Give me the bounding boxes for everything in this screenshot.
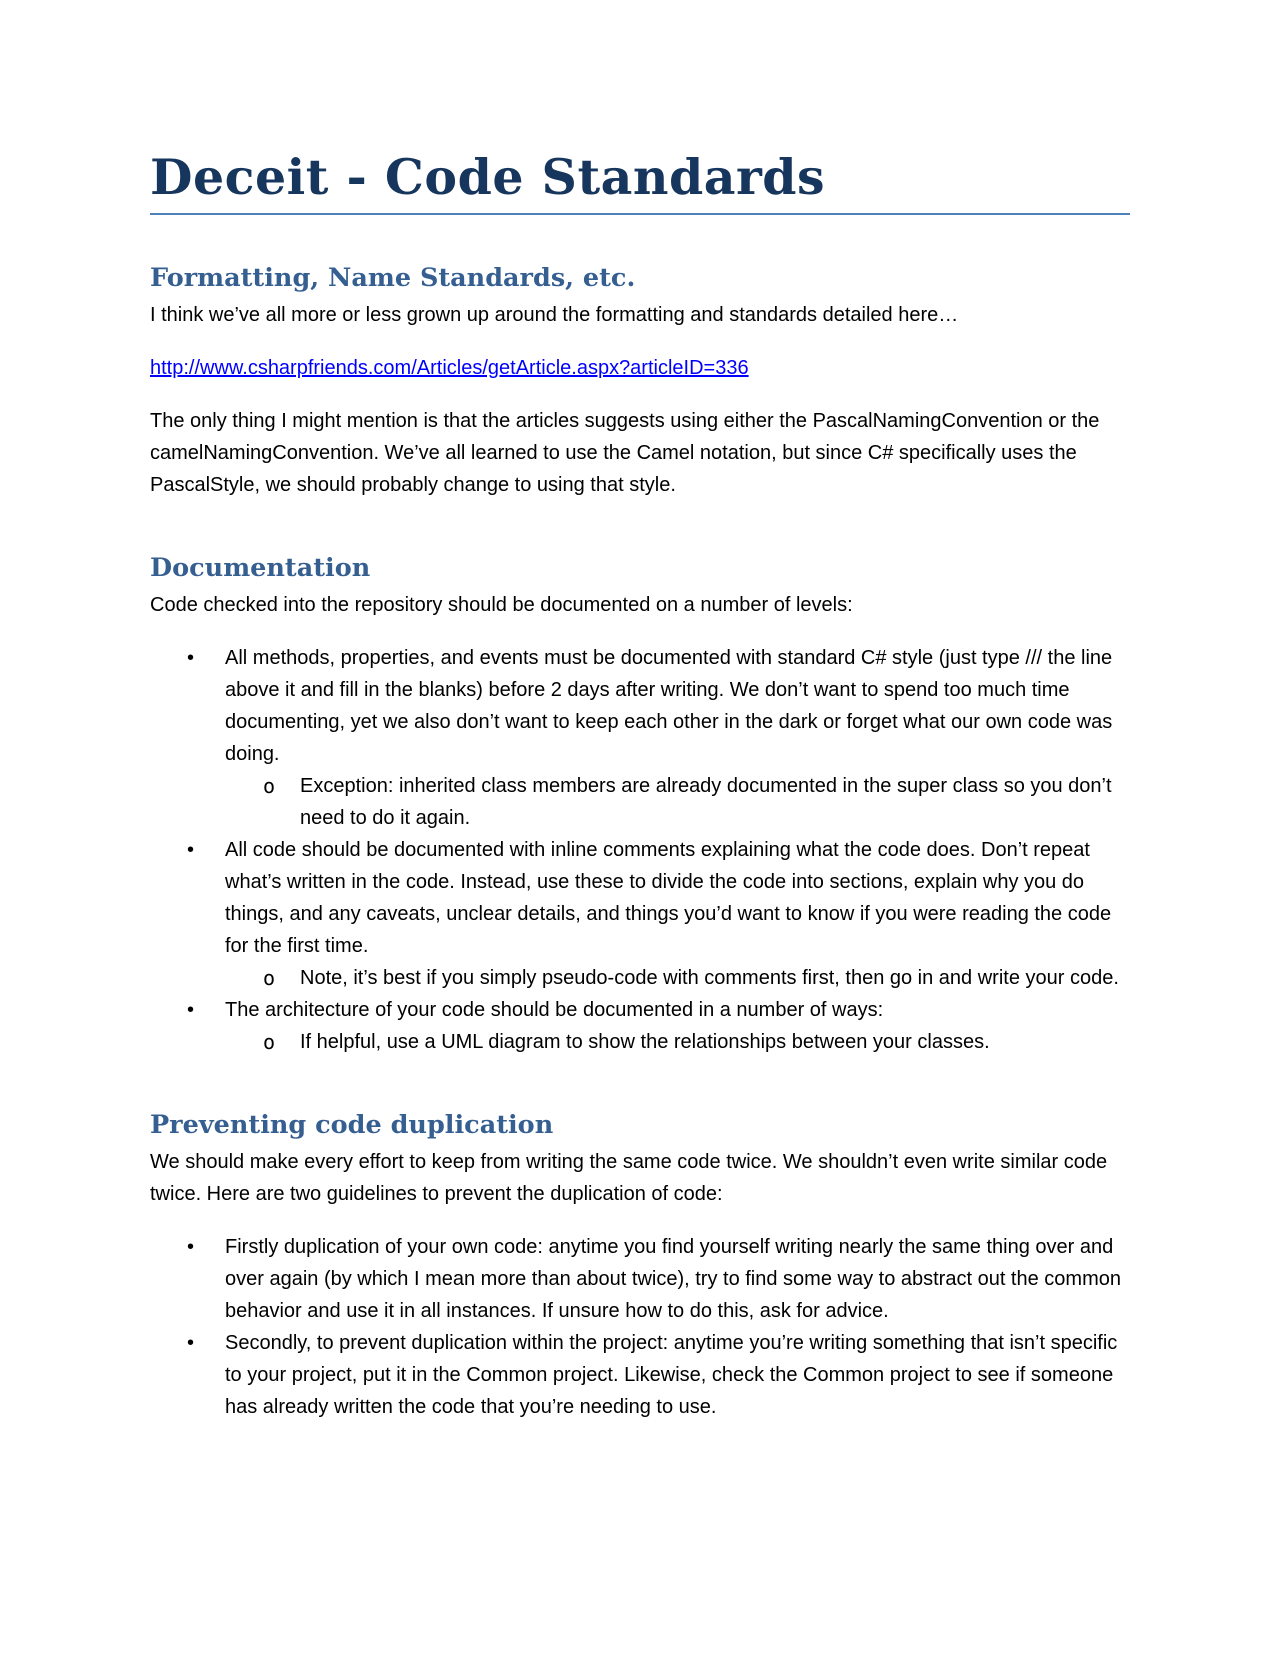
- list-item: [187, 1231, 1130, 1327]
- paragraph: We should make every effort to keep from writing the same code twice. We shouldn’t even write similar code twice. Here are two guidelines to prevent the duplication of code:: [150, 1150, 1108, 1205]
- sub-list-item: [263, 962, 1130, 994]
- document-page: [150, 150, 1130, 1423]
- paragraph: I think we’ve all more or less grown up around the formatting and standards detailed here…: [150, 303, 959, 326]
- sub-list-item: [263, 1026, 1130, 1058]
- sub-list: [225, 962, 1130, 994]
- section-heading: Formatting, Name Standards, etc.: [150, 262, 636, 293]
- paragraph: Code checked into the repository should be documented on a number of levels:: [150, 593, 853, 616]
- bullet-icon: •: [187, 838, 195, 861]
- list-item-text: Firstly duplication of your own code: anytime you find yourself writing nearly the same thing over and over again (by which I mean more than about twice), try to find some way to abstract out the common behavior and use it in all instances. If unsure how to do this, ask for advice.: [225, 1235, 1121, 1322]
- bullet-list: [150, 642, 1130, 1058]
- bullet-icon: •: [187, 1331, 195, 1354]
- paragraph: The only thing I might mention is that the articles suggests using either the PascalNamingConvention or the camelNamingConvention. We’ve all learned to use the Camel notation, but since C# specifically uses the PascalStyle, we should probably change to using that style.: [150, 409, 1100, 496]
- article-link[interactable]: http://www.csharpfriends.com/Articles/getArticle.aspx?articleID=336: [150, 356, 749, 379]
- sub-list-item: [263, 770, 1130, 834]
- bullet-icon: •: [187, 1235, 195, 1258]
- sub-bullet-icon: o: [263, 965, 276, 990]
- list-item: [187, 1327, 1130, 1423]
- sub-bullet-icon: o: [263, 773, 276, 798]
- bullet-icon: •: [187, 998, 195, 1021]
- list-item-text: The architecture of your code should be documented in a number of ways:: [225, 998, 884, 1021]
- list-item-text: Secondly, to prevent duplication within the project: anytime you’re writing something that isn’t specific to your project, put it in the Common project. Likewise, check the Common project to see if someone has already written the code that you’re needing to use.: [225, 1331, 1118, 1418]
- document-title: Deceit - Code Standards: [150, 150, 1130, 215]
- list-item: [187, 994, 1130, 1058]
- bullet-icon: •: [187, 646, 195, 669]
- list-item-text: All code should be documented with inline comments explaining what the code does. Don’t repeat what’s written in the code. Instead, use these to divide the code into sections, explain why you do things, and any caveats, unclear details, and things you’d want to know if you were reading the code for the first time.: [225, 838, 1112, 957]
- section-heading: Preventing code duplication: [150, 1109, 554, 1140]
- bullet-list: [150, 1231, 1130, 1423]
- sub-list: [225, 770, 1130, 834]
- sub-list-item-text: Exception: inherited class members are already documented in the super class so you don’t need to do it again.: [300, 774, 1112, 829]
- list-item: [187, 642, 1130, 834]
- section-documentation: [150, 553, 1130, 1058]
- list-item-text: All methods, properties, and events must be documented with standard C# style (just type /// the line above it and fill in the blanks) before 2 days after writing. We don’t want to spend too much time documenting, yet we also don’t want to keep each other in the dark or forget what our own code was doing.: [225, 646, 1113, 765]
- sub-list-item-text: If helpful, use a UML diagram to show the relationships between your classes.: [300, 1030, 990, 1053]
- section-code-duplication: [150, 1110, 1130, 1423]
- sub-bullet-icon: o: [263, 1029, 276, 1054]
- list-item: [187, 834, 1130, 994]
- link-paragraph: [150, 352, 1130, 384]
- section-heading: Documentation: [150, 552, 371, 583]
- sub-list: [225, 1026, 1130, 1058]
- sub-list-item-text: Note, it’s best if you simply pseudo-code with comments first, then go in and write your code.: [300, 966, 1119, 989]
- section-formatting: [150, 263, 1130, 501]
